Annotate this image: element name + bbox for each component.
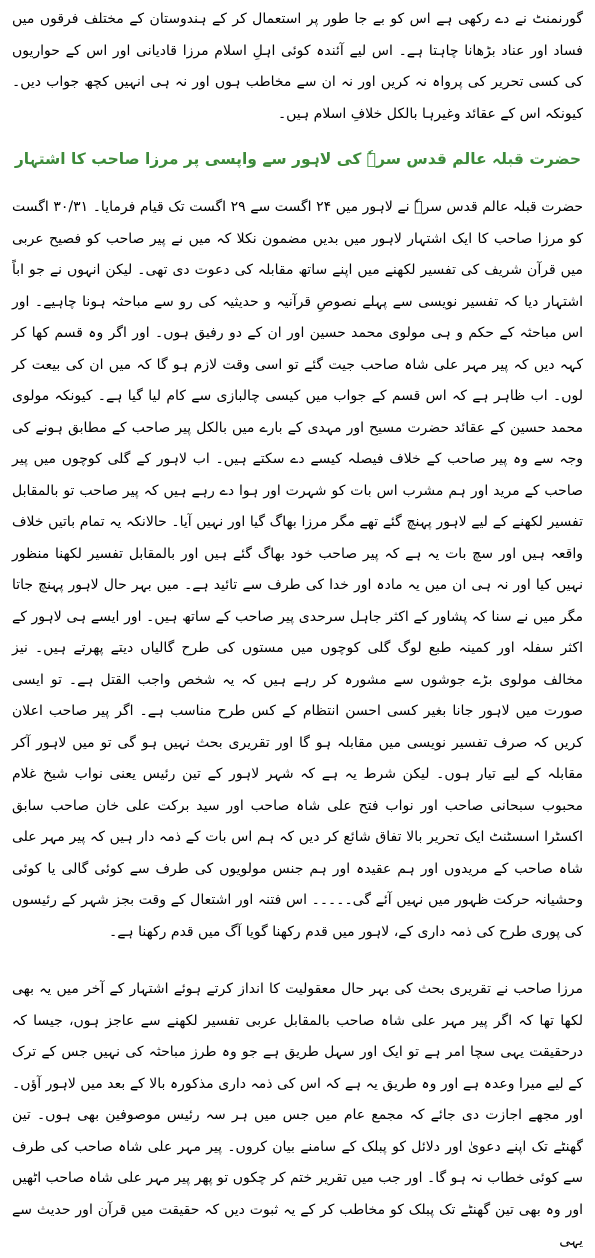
paragraph-closing: مرزا صاحب نے تقریری بحث کی بہر حال معقولیت کا انداز کرتے ہوئے اشتہار کے آخر میں یہ بھی لکھا تھا کہ اگر پیر مہر علی شاہ صاحب بالمقابل عربی تفسیر لکھنے سے عاجز ہوں، جیسا کہ درحقیقت یہی سچا امر ہے تو ایک اور سہل طریق ہے جو وہ طرز مباحثہ کی نہیں جس کے ترک کے لیے میرا وعدہ ہے اور وہ طریق یہ ہے کہ اس کی ذمہ داری مذکورہ بالا کے بعد میں لاہور آؤں۔ اور مجھے اجازت دی جائے کہ مجمع عام میں جس میں ہر سہ رئیس موصوفین بھی ہوں۔ تین گھنٹے تک اپنے دعویٰ اور دلائل کو پبلک کے سامنے بیان کروں۔ پیر مہر علی شاہ صاحب کی طرف سے کوئی خطاب نہ ہو گا۔ اور جب میں تقریر ختم کر چکوں تو پھر پیر مہر علی شاہ صاحب اٹھیں اور وہ بھی تین گھنٹے تک پبلک کو مخاطب کر کے یہ ثبوت دیں کہ حقیقت میں قرآن اور حدیث سے یہی [12, 981, 583, 1249]
section-heading: حضرت قبلہ عالم قدس سرہٗ کی لاہور سے واپسی پر مرزا صاحب کا اشتہار [14, 150, 581, 168]
paragraph-main: حضرت قبلہ عالم قدس سرہٗ نے لاہور میں ۲۴ اگست سے ۲۹ اگست تک قیام فرمایا۔ ۳۰/۳۱ اگست کو مرزا صاحب کا ایک اشتہار لاہور میں بدیں مضمون نکلا کہ میں نے پیر صاحب کو فصیح عربی میں قرآن شریف کی تفسیر لکھنے میں اپنے ساتھ مقابلہ کی دعوت دی تھی۔ لیکن انہوں نے جو اباً اشتہار دیا کہ تفسیر نویسی سے پہلے نصوصِ قرآنیہ و حدیثیہ کی رو سے مباحثہ ہونا چاہیے۔ اور اس مباحثہ کے حکم و ہی مولوی محمد حسین اور ان کے دو رفیق ہوں۔ اور اگر وہ قسم کھا کر کہہ دیں کہ پیر مہر علی شاہ صاحب جیت گئے تو اسی وقت لازم ہو گا کہ میں ان کی بیعت کر لوں۔ اب ظاہر ہے کہ اس قسم کے جواب میں کیسی چالبازی سے کام لیا گیا ہے۔ کیونکہ مولوی محمد حسین کے عقائد حضرت مسیح اور مہدی کے بارے میں بالکل پیر صاحب کے مطابق ہونے کی وجہ سے وہ پیر صاحب کے خلاف فیصلہ کیسے دے سکتے ہیں۔ اب لاہور کے گلی کوچوں میں پیر صاحب کے مرید اور ہم مشرب اس بات کو شہرت اور ہوا دے رہے ہیں کہ پیر صاحب تو بالمقابل تفسیر لکھنے کے لیے لاہور پہنچ گئے تھے مگر مرزا بھاگ گیا اور نہیں آیا۔ حالانکہ یہ تمام باتیں خلاف واقعہ ہیں اور سچ بات یہ ہے کہ پیر صاحب خود بھاگ گئے ہیں اور بالمقابل تفسیر لکھنا منظور نہیں کیا اور نہ ہی ان میں یہ مادہ اور خدا کی طرف سے تائید ہے۔ میں بہر حال لاہور پہنچ جاتا مگر میں نے سنا کہ پشاور کے اکثر جاہل سرحدی پیر صاحب کے ساتھ ہیں۔ اور ایسے ہی لاہور کے اکثر سفلہ اور کمینہ طبع لوگ گلی کوچوں میں مستوں کی طرح گالیاں دیتے پھرتے ہیں۔ نیز مخالف مولوی بڑے جوشوں سے مشورہ کر رہے ہیں کہ یہ شخص واجب القتل ہے۔ تو ایسی صورت میں لاہور جانا بغیر کسی احسن انتظام کے کس طرح مناسب ہے۔ اگر پیر صاحب اعلان کریں کہ صرف تفسیر نویسی میں مقابلہ ہو گا اور تقریری بحث نہیں ہو گی تو میں لاہور آکر مقابلہ کے لیے تیار ہوں۔ لیکن شرط یہ ہے کہ شہر لاہور کے تین رئیس یعنی نواب شیخ غلام محبوب سبحانی صاحب اور نواب فتح علی شاہ صاحب اور سید برکت علی خان صاحب سابق اکسٹرا اسسٹنٹ ایک تحریر بالا تفاق شائع کر دیں کہ ہم اس بات کے ذمہ دار ہیں کہ پیر مہر علی شاہ صاحب کے مریدوں اور ہم عقیدہ اور ہم جنس مولویوں کی طرف سے کوئی گالی یا کوئی وحشیانہ حرکت ظہور میں نہیں آئے گی۔۔۔۔۔ اس فتنہ اور اشتعال کے وقت بجز شہر کے رئیسوں کی پوری طرح کی ذمہ داری کے، لاہور میں قدم رکھنا گویا آگ میں قدم رکھنا ہے۔ [12, 199, 584, 940]
paragraph-intro: گورنمنٹ نے دے رکھی ہے اس کو بے جا طور پر استعمال کر کے ہندوستان کے مختلف فرقوں میں فساد اور عناد بڑھانا چاہتا ہے۔ اس لیے آئندہ کوئی اہلِ اسلام مرزا قادیانی اور اس کے حواریوں کی کسی تحریر کی پرواہ نہ کریں اور نہ ان سے مخاطب ہوں اور نہ ہی انہیں کچھ جواب دیں۔ کیونکہ اس کے عقائد وغیرہا بالکل خلافِ اسلام ہیں۔ [12, 11, 583, 122]
